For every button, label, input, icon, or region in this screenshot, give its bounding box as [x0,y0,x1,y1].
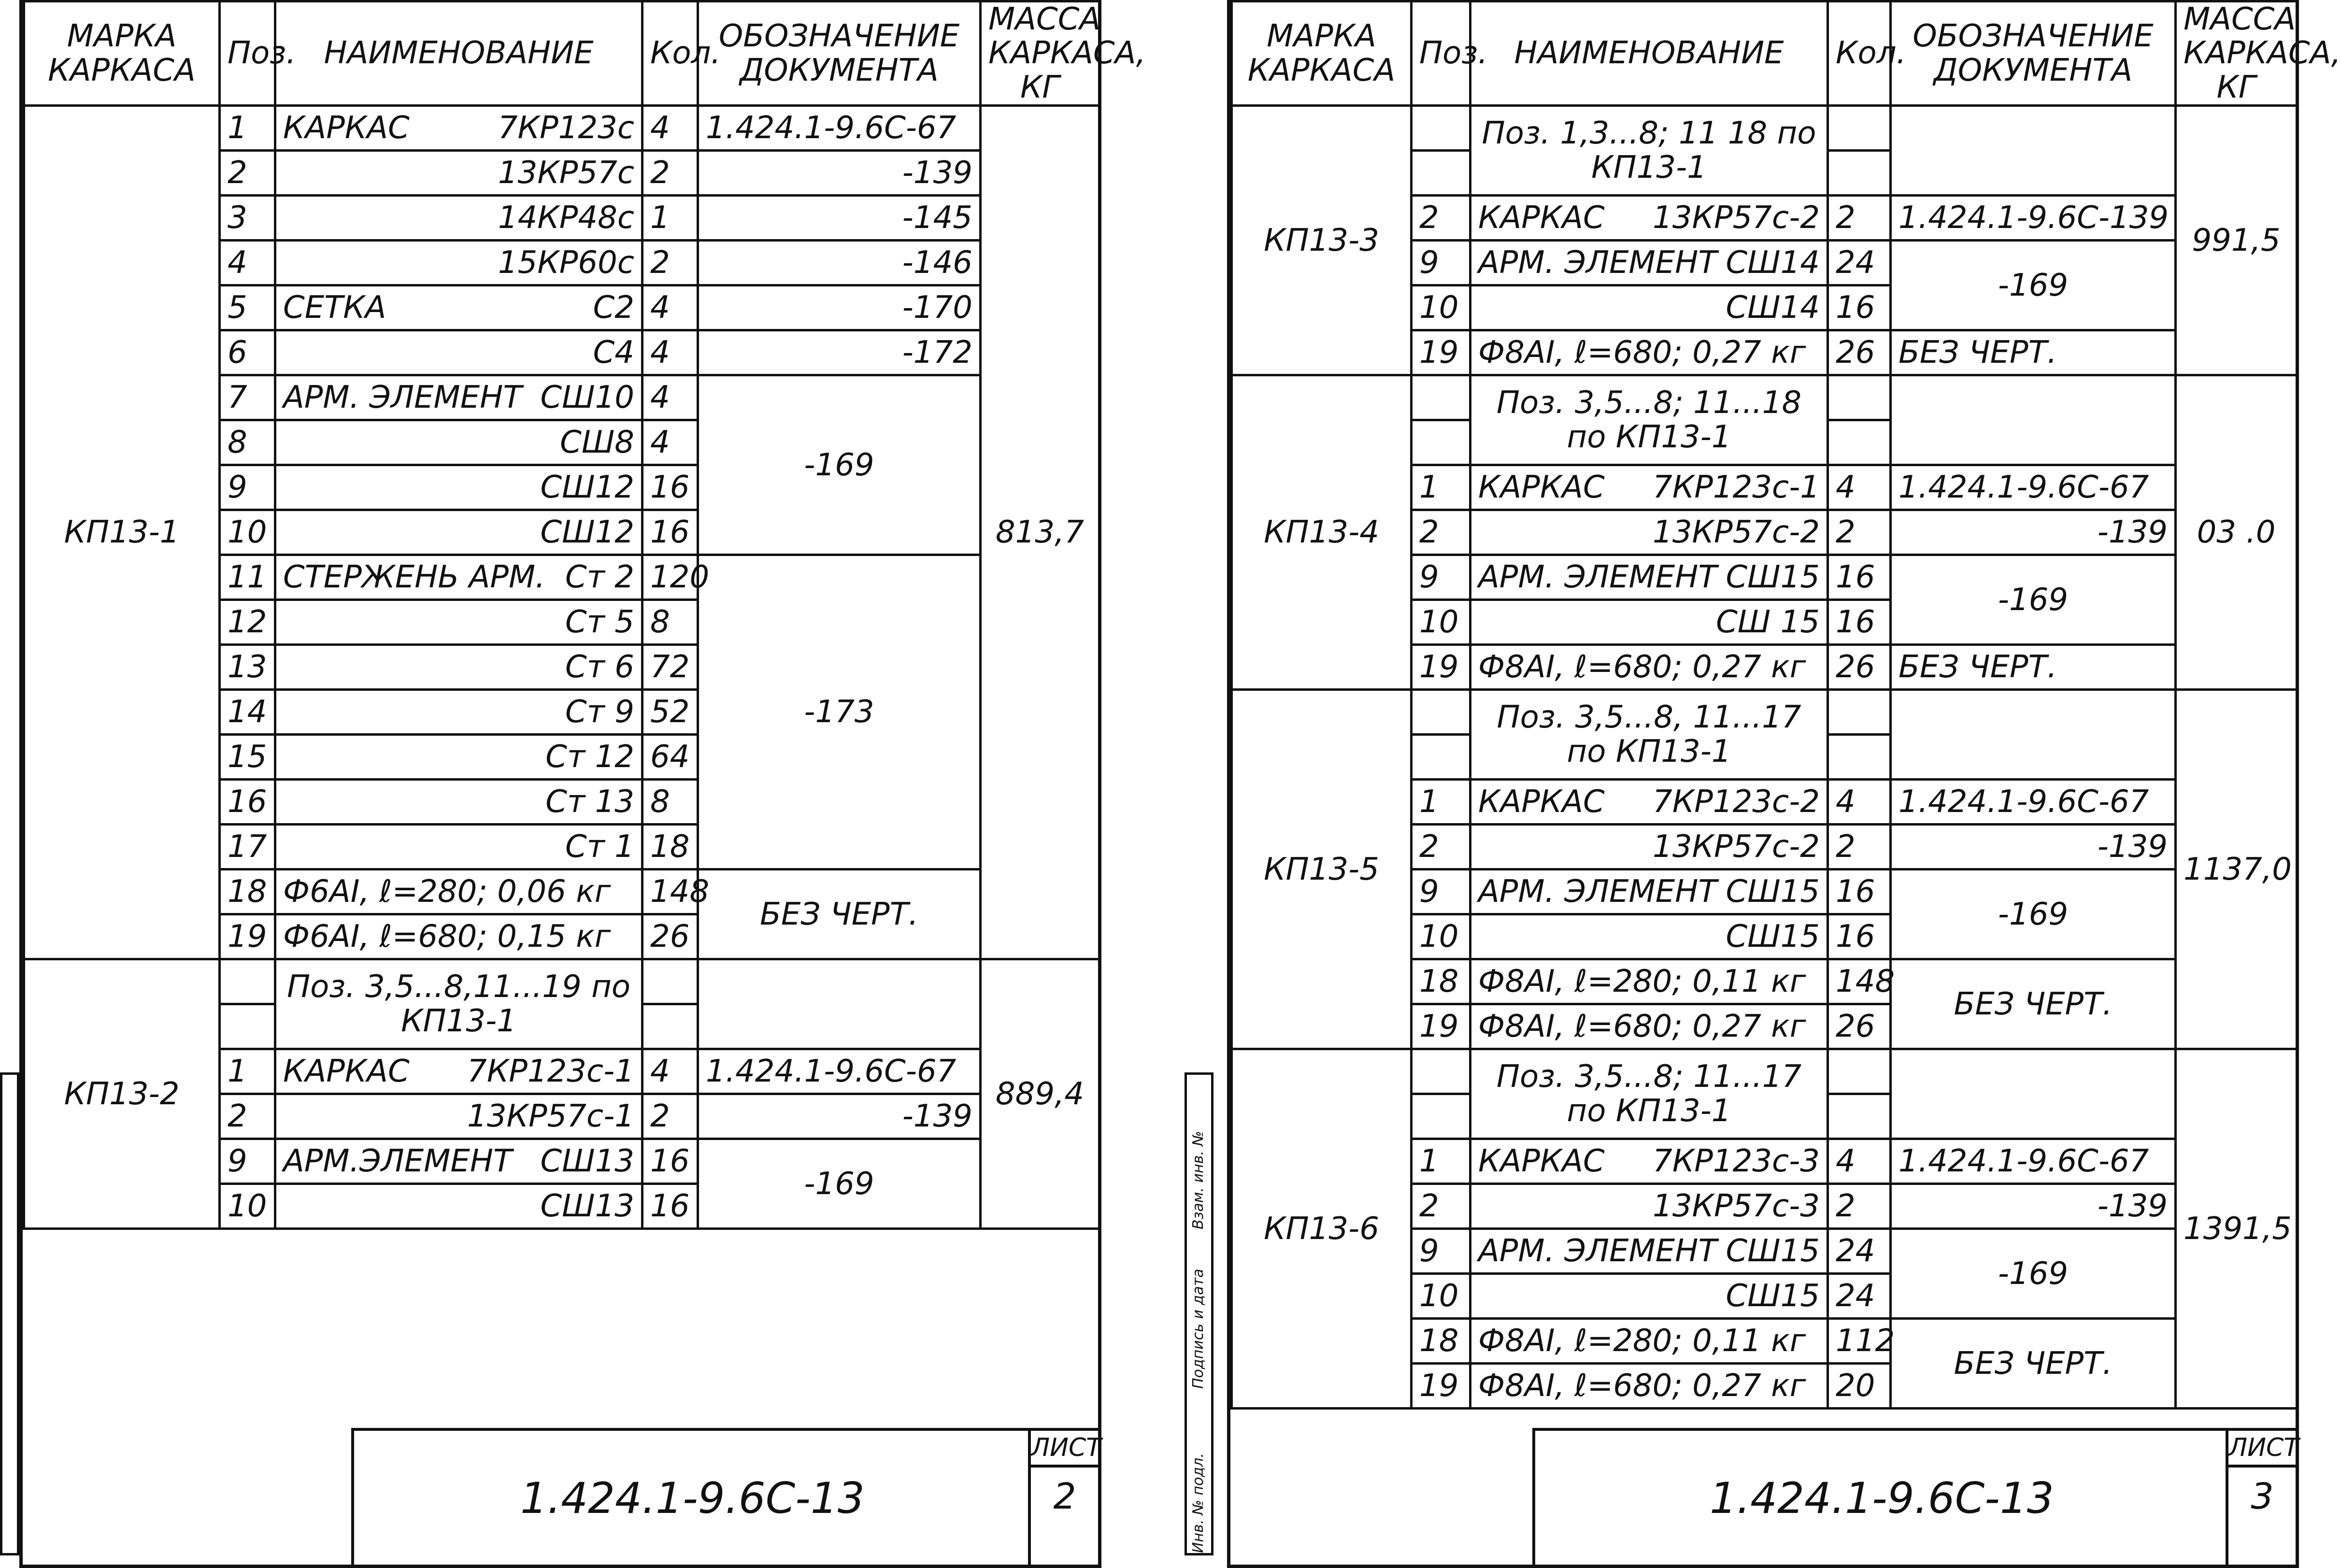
item-name-mark: Ст 1 [565,829,634,865]
sheet-label: ЛИСТ [1031,1431,1099,1468]
frame-mass: 889,4 [981,959,1099,1229]
quantity: 26 [642,914,698,959]
item-name-mark: СШ12 [540,470,634,506]
frame-mass: 813,7 [981,106,1099,959]
reference-note: Поз. 3,5...8; 11...17 по КП13-1 [1470,1049,1828,1139]
position-number: 10 [220,510,275,555]
item-name-main: КАРКАС [1478,200,1605,236]
item-name-main: Ф8АI, ℓ=280; 0,11 кг [1478,1323,1806,1359]
header-qty: Кол. [1828,1,1891,106]
position-number: 2 [220,151,275,196]
quantity: 112 [1828,1319,1891,1364]
item-name [1470,510,1828,555]
quantity: 16 [642,465,698,510]
header-pos: Поз. [1412,1,1470,106]
header-name: НАИМЕНОВАНИЕ [275,1,642,106]
position-number: 1 [1412,465,1470,510]
sheet-box [2226,1431,2299,1565]
item-name [1470,465,1828,510]
quantity: 4 [1828,780,1891,825]
document-ref: БЕЗ ЧЕРТ. [1891,645,2176,690]
header-doc: ОБОЗНАЧЕНИЕ ДОКУМЕНТА [1891,1,2176,106]
position-number: 10 [1412,914,1470,959]
item-name [275,420,642,465]
item-name-mark: СШ15 [1726,1233,1820,1269]
header-mass: МАССА КАРКАСА, КГ [981,1,1099,106]
quantity: 52 [642,690,698,735]
item-name-mark: 7КР123с-1 [1653,470,1820,506]
item-name [275,690,642,735]
quantity: 2 [1828,825,1891,870]
position-number: 19 [220,914,275,959]
document-ref: -169 [1891,555,2176,645]
qty-empty [1828,1094,1891,1139]
item-name-main: КАРКАС [1478,470,1605,506]
document-ref: БЕЗ ЧЕРТ. [1891,959,2176,1049]
position-number: 9 [1412,241,1470,285]
position-number: 6 [220,330,275,375]
item-name-mark: 13КР57с-2 [1653,829,1820,865]
position-number: 1 [1412,780,1470,825]
item-name-mark: СШ13 [540,1188,634,1225]
position-number: 1 [220,1049,275,1094]
quantity: 16 [1828,285,1891,330]
position-number: 5 [220,285,275,330]
quantity: 120 [642,555,698,600]
quantity: 4 [642,375,698,420]
stamp-label-2: Подпись и дата [1190,1269,1207,1389]
quantity: 24 [1828,1274,1891,1319]
position-number: 19 [1412,1364,1470,1409]
quantity: 2 [1828,196,1891,241]
note-row [1232,690,2297,735]
position-number: 12 [220,600,275,645]
document-ref: -169 [698,375,981,555]
document-ref: -169 [1891,241,2176,330]
pos-empty [1412,1049,1470,1094]
quantity: 4 [642,106,698,151]
item-name [1470,600,1828,645]
qty-empty [1828,106,1891,151]
reference-note: Поз. 1,3...8; 11 18 по КП13-1 [1470,106,1828,196]
frame-mark: КП13-2 [24,959,220,1229]
item-name [1470,1004,1828,1049]
item-name-mark: СШ12 [540,514,634,551]
header-mark: МАРКА КАРКАСА [24,1,220,106]
pos-empty [1412,1094,1470,1139]
document-ref: 1.424.1-9.6С-67 [698,106,981,151]
item-name [1470,1319,1828,1364]
item-name [1470,959,1828,1004]
item-name [275,510,642,555]
document-ref: БЕЗ ЧЕРТ. [1891,330,2176,375]
item-name-mark: СШ15 [1726,874,1820,910]
document-ref: БЕЗ ЧЕРТ. [698,870,981,959]
position-number: 9 [220,1139,275,1184]
position-number: 18 [1412,959,1470,1004]
quantity: 26 [1828,330,1891,375]
item-name-mark: СШ14 [1726,245,1820,281]
header-mass: МАССА КАРКАСА, КГ [2176,1,2297,106]
header-doc: ОБОЗНАЧЕНИЕ ДОКУМЕНТА [698,1,981,106]
qty-empty [1828,375,1891,420]
position-number: 19 [1412,1004,1470,1049]
note-row [24,959,1099,1004]
doc-empty [698,959,981,1049]
quantity: 4 [1828,1139,1891,1184]
position-number: 18 [1412,1319,1470,1364]
document-ref: -169 [1891,1229,2176,1319]
qty-empty [642,1004,698,1049]
quantity: 24 [1828,1229,1891,1274]
quantity: 148 [1828,959,1891,1004]
item-name [275,780,642,825]
header-row [1232,1,2297,106]
doc-empty [1891,106,2176,196]
quantity: 1 [642,196,698,241]
document-code: 1.424.1-9.6С-13 [1710,1473,2054,1523]
item-name [1470,780,1828,825]
document-ref: 1.424.1-9.6С-67 [698,1049,981,1094]
item-name-main: СЕТКА [283,290,386,326]
note-row [1232,1049,2297,1094]
item-name-mark: СШ13 [540,1143,634,1180]
quantity: 16 [1828,914,1891,959]
position-number: 10 [1412,600,1470,645]
item-name-mark: СШ 15 [1716,604,1820,641]
position-number: 11 [220,555,275,600]
item-name [1470,330,1828,375]
item-name-main: КАРКАС [1478,1143,1605,1180]
item-name [1470,1184,1828,1229]
item-name-mark: 13КР57с [498,155,634,191]
document-ref: 1.424.1-9.6С-67 [1891,1139,2176,1184]
position-number: 8 [220,420,275,465]
item-name [275,1094,642,1139]
item-name [1470,196,1828,241]
frame-mass: 1391,5 [2176,1049,2297,1409]
item-name-mark: Ст 13 [545,784,634,820]
quantity: 16 [1828,555,1891,600]
quantity: 16 [1828,870,1891,914]
position-number: 2 [1412,196,1470,241]
quantity: 4 [642,420,698,465]
position-number: 9 [220,465,275,510]
quantity: 4 [642,330,698,375]
spec-table-right [1230,0,2341,1410]
item-name-mark: 14КР48с [498,200,634,236]
quantity: 16 [642,1184,698,1229]
item-name [275,914,642,959]
item-name-mark: 7КР123с-2 [1653,784,1820,820]
position-number: 9 [1412,870,1470,914]
item-name-main: Ф8АI, ℓ=280; 0,11 кг [1478,964,1806,1000]
item-name [1470,285,1828,330]
reference-note: Поз. 3,5...8,11...19 по КП13-1 [275,959,642,1049]
item-name [1470,1139,1828,1184]
item-name-mark: Ст 6 [565,649,634,685]
position-number: 7 [220,375,275,420]
quantity: 8 [642,780,698,825]
item-name-mark: СШ10 [540,380,634,416]
quantity: 4 [642,285,698,330]
document-code: 1.424.1-9.6С-13 [520,1473,865,1523]
item-name-mark: СШ8 [560,425,634,461]
item-name [275,285,642,330]
item-name [275,870,642,914]
quantity: 2 [642,151,698,196]
item-name-mark: Ст 9 [565,694,634,730]
note-row [1232,375,2297,420]
pos-empty [1412,420,1470,465]
quantity: 2 [1828,1184,1891,1229]
position-number: 17 [220,825,275,870]
position-number: 1 [220,106,275,151]
item-name [1470,1274,1828,1319]
position-number: 10 [1412,285,1470,330]
reference-note: Поз. 3,5...8; 11...18 по КП13-1 [1470,375,1828,465]
quantity: 16 [642,1139,698,1184]
item-name [1470,1364,1828,1409]
frame-mass: 991,5 [2176,106,2297,375]
item-name [275,330,642,375]
pos-empty [220,1004,275,1049]
quantity: 2 [642,1094,698,1139]
item-name [1470,825,1828,870]
pos-empty [1412,735,1470,780]
item-name-mark: 13КР57с-1 [467,1098,634,1135]
item-name [275,645,642,690]
item-name-mark: СШ15 [1726,919,1820,955]
quantity: 2 [1828,510,1891,555]
qty-empty [642,959,698,1004]
position-number: 3 [220,196,275,241]
document-ref: -145 [698,196,981,241]
item-name [275,555,642,600]
position-number: 13 [220,645,275,690]
item-name-mark: 7КР123с-3 [1653,1143,1820,1180]
position-number: 2 [1412,825,1470,870]
header-qty: Кол. [642,1,698,106]
document-ref: -139 [698,1094,981,1139]
qty-empty [1828,151,1891,196]
position-number: 10 [220,1184,275,1229]
pos-empty [1412,151,1470,196]
document-ref: -172 [698,330,981,375]
approval-stamp-column [1185,1072,1213,1555]
header-pos: Поз. [220,1,275,106]
doc-empty [1891,690,2176,780]
item-name-main: КАРКАС [1478,784,1605,820]
item-name [1470,870,1828,914]
item-name-mark: Ст 12 [545,739,634,775]
frame-mark: КП13-3 [1232,106,1412,375]
item-name [275,375,642,420]
quantity: 72 [642,645,698,690]
position-number: 9 [1412,555,1470,600]
item-name-main: Ф8АI, ℓ=680; 0,27 кг [1478,335,1806,371]
frame-mass: 1137,0 [2176,690,2297,1049]
position-number: 2 [220,1094,275,1139]
sheet-2 [19,0,1146,1568]
item-name-mark: С2 [593,290,634,326]
quantity: 16 [642,510,698,555]
item-name-mark: СШ14 [1726,290,1820,326]
position-number: 2 [1412,1184,1470,1229]
item-name-main: АРМ. ЭЛЕМЕНТ [1478,1233,1717,1269]
qty-empty [1828,735,1891,780]
frame-mark: КП13-4 [1232,375,1412,690]
frame-mark: КП13-1 [24,106,220,959]
item-name-main: Ф6АI, ℓ=280; 0,06 кг [283,874,611,910]
item-name-main: Ф6АI, ℓ=680; 0,15 кг [283,919,611,955]
doc-empty [1891,1049,2176,1139]
position-number: 19 [1412,330,1470,375]
position-number: 2 [1412,510,1470,555]
item-name-mark: СШ15 [1726,559,1820,596]
item-name [275,465,642,510]
quantity: 8 [642,600,698,645]
item-name-mark: 15КР60с [498,245,634,281]
pos-empty [1412,375,1470,420]
quantity: 16 [1828,600,1891,645]
header-row [24,1,1099,106]
quantity: 4 [1828,465,1891,510]
header-mark: МАРКА КАРКАСА [1232,1,1412,106]
quantity: 64 [642,735,698,780]
item-name-main: АРМ.ЭЛЕМЕНТ [283,1143,513,1180]
item-name-mark: 13КР57с-3 [1653,1188,1820,1225]
item-name-mark: 7КР123с [498,110,634,146]
document-ref: БЕЗ ЧЕРТ. [1891,1319,2176,1409]
item-name-main: АРМ. ЭЛЕМЕНТ [1478,245,1717,281]
item-name-main: Ф8АI, ℓ=680; 0,27 кг [1478,1368,1806,1404]
quantity: 24 [1828,241,1891,285]
item-name-mark: 13КР57с-2 [1653,514,1820,551]
sheet-number: 3 [2251,1476,2274,1517]
title-block [1532,1428,2299,1568]
position-number: 1 [1412,1139,1470,1184]
item-name-main: КАРКАС [283,1054,410,1090]
frame-mass: 03 .0 [2176,375,2297,690]
item-name [275,151,642,196]
sheet-box [1028,1431,1102,1565]
item-name-main: АРМ. ЭЛЕМЕНТ [283,380,522,416]
item-name-main: СТЕРЖЕНЬ АРМ. [283,559,545,596]
item-name [1470,1229,1828,1274]
stamp-label-1: Инв. № подл. [1190,1453,1207,1553]
header-name: НАИМЕНОВАНИЕ [1470,1,1828,106]
item-name [1470,914,1828,959]
item-name-mark: 13КР57с-2 [1653,200,1820,236]
item-name [275,241,642,285]
item-name-mark: СШ15 [1726,1278,1820,1314]
item-name-mark: Ст 2 [565,559,634,596]
document-ref: -173 [698,555,981,870]
item-name [275,600,642,645]
frame-mark: КП13-5 [1232,690,1412,1049]
item-name [1470,555,1828,600]
document-ref: 1.424.1-9.6С-67 [1891,780,2176,825]
document-ref: -139 [1891,1184,2176,1229]
item-name-main: КАРКАС [283,110,410,146]
document-ref: -139 [698,151,981,196]
document-ref: -169 [1891,870,2176,959]
title-block [351,1428,1101,1568]
quantity: 18 [642,825,698,870]
position-number: 4 [220,241,275,285]
item-name [1470,241,1828,285]
quantity: 26 [1828,645,1891,690]
position-number: 9 [1412,1229,1470,1274]
qty-empty [1828,1049,1891,1094]
item-name-main: АРМ. ЭЛЕМЕНТ [1478,559,1717,596]
quantity: 2 [642,241,698,285]
qty-empty [1828,420,1891,465]
sheet-number: 2 [1053,1476,1076,1517]
item-name-main: АРМ. ЭЛЕМЕНТ [1478,874,1717,910]
pos-empty [1412,690,1470,735]
frame-mark: КП13-6 [1232,1049,1412,1409]
document-ref: 1.424.1-9.6С-67 [1891,465,2176,510]
document-ref: -170 [698,285,981,330]
doc-empty [1891,375,2176,465]
item-name [275,196,642,241]
position-number: 10 [1412,1274,1470,1319]
binding-margin-left [0,1072,19,1555]
spec-row [24,106,1099,151]
item-name [275,825,642,870]
document-ref: -139 [1891,825,2176,870]
position-number: 15 [220,735,275,780]
quantity: 4 [642,1049,698,1094]
document-ref: 1.424.1-9.6С-139 [1891,196,2176,241]
quantity: 148 [642,870,698,914]
spec-table-left [23,0,1146,1230]
item-name-mark: Ст 5 [565,604,634,641]
position-number: 16 [220,780,275,825]
item-name [275,1139,642,1184]
item-name [1470,645,1828,690]
item-name [275,1049,642,1094]
item-name-mark: 7КР123с-1 [467,1054,634,1090]
position-number: 18 [220,870,275,914]
stamp-label-3: Взам. инв. № [1190,1131,1207,1229]
position-number: 14 [220,690,275,735]
pos-empty [1412,106,1470,151]
item-name [275,735,642,780]
reference-note: Поз. 3,5...8, 11...17 по КП13-1 [1470,690,1828,780]
item-name-main: Ф8АI, ℓ=680; 0,27 кг [1478,649,1806,685]
document-ref: -169 [698,1139,981,1229]
sheet-3 [1227,0,2341,1568]
quantity: 20 [1828,1364,1891,1409]
position-number: 19 [1412,645,1470,690]
item-name-main: Ф8АI, ℓ=680; 0,27 кг [1478,1009,1806,1045]
item-name-mark: С4 [593,335,634,371]
document-ref: -139 [1891,510,2176,555]
document-ref: -146 [698,241,981,285]
note-row [1232,106,2297,151]
sheet-label: ЛИСТ [2228,1431,2296,1468]
pos-empty [220,959,275,1004]
item-name [275,1184,642,1229]
qty-empty [1828,690,1891,735]
quantity: 26 [1828,1004,1891,1049]
item-name [275,106,642,151]
